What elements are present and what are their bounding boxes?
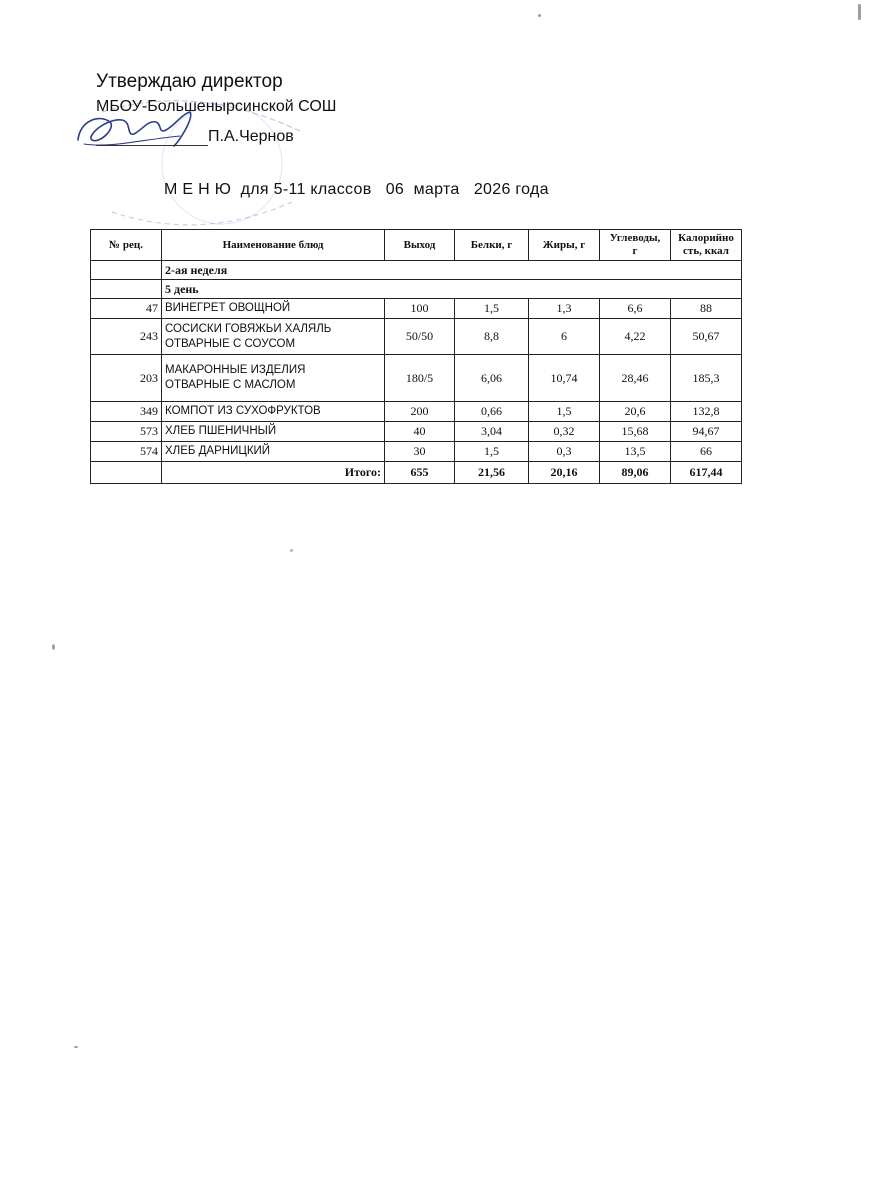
header-carbs [600,230,671,261]
signer-line [96,126,336,148]
dish-name-line1: МАКАРОННЫЕ ИЗДЕЛИЯ [165,364,306,376]
total-protein: 21,56 [455,462,529,484]
rec-number: 573 [91,422,162,442]
dish-name-line2: ОТВАРНЫЕ С МАСЛОМ [165,379,296,391]
total-kcal: 617,44 [671,462,742,484]
table-row [91,319,742,355]
signer-name: П.А.Чернов [208,128,294,145]
yield-cell: 180/5 [385,355,455,402]
kcal-cell: 185,3 [671,355,742,402]
kcal-cell: 94,67 [671,422,742,442]
school-name: МБОУ-Большенырсинской СОШ [96,98,337,115]
scan-speck [538,14,541,17]
week-row [91,261,742,280]
dish-name: ВИНЕГРЕТ ОВОЩНОЙ [162,299,385,319]
total-yield: 655 [385,462,455,484]
menu-title: М Е Н Ю для 5-11 классов 06 марта 2026 года [164,181,549,198]
table-row [91,355,742,402]
yield-cell: 50/50 [385,319,455,355]
carbs-cell: 15,68 [600,422,671,442]
day-row [91,280,742,299]
carbs-cell: 20,6 [600,402,671,422]
header-carbs-line1: Углеводы, [609,232,661,244]
day-label: 5 день [162,280,742,299]
yield-cell: 30 [385,442,455,462]
yield-cell: 40 [385,422,455,442]
kcal-cell: 132,8 [671,402,742,422]
total-carbs: 89,06 [600,462,671,484]
dish-name: ХЛЕБ ДАРНИЦКИЙ [162,442,385,462]
header-kcal-line2: сть, ккал [683,245,729,257]
kcal-cell: 66 [671,442,742,462]
carbs-cell: 13,5 [600,442,671,462]
dish-name-line2: ОТВАРНЫЕ С СОУСОМ [165,337,296,350]
dish-name: КОМПОТ ИЗ СУХОФРУКТОВ [162,402,385,422]
approval-block [96,70,336,148]
protein-cell: 6,06 [455,355,529,402]
table-row [91,299,742,319]
yield-cell: 200 [385,402,455,422]
total-empty [91,462,162,484]
signature-underline [96,145,208,146]
rec-number: 47 [91,299,162,319]
carbs-cell: 6,6 [600,299,671,319]
kcal-cell: 88 [671,299,742,319]
day-row-empty [91,280,162,299]
menu-table [90,229,742,484]
fat-cell: 0,3 [529,442,600,462]
week-label: 2-ая неделя [162,261,742,280]
table-header-row [91,230,742,261]
carbs-cell: 28,46 [600,355,671,402]
total-fat: 20,16 [529,462,600,484]
protein-cell: 8,8 [455,319,529,355]
protein-cell: 3,04 [455,422,529,442]
header-kcal [671,230,742,261]
scan-speck [74,1046,78,1048]
dish-name [162,319,385,355]
protein-cell: 1,5 [455,442,529,462]
table-row [91,442,742,462]
rec-number: 203 [91,355,162,402]
table-row [91,422,742,442]
fat-cell: 1,5 [529,402,600,422]
scan-speck [858,4,861,20]
rec-number: 349 [91,402,162,422]
header-carbs-line2: г [632,245,638,257]
carbs-cell: 4,22 [600,319,671,355]
table-row [91,402,742,422]
scan-speck [52,644,55,650]
header-protein: Белки, г [455,230,529,261]
header-fat: Жиры, г [529,230,600,261]
header-yield: Выход [385,230,455,261]
total-label: Итого: [162,462,385,484]
dish-name: ХЛЕБ ПШЕНИЧНЫЙ [162,422,385,442]
header-kcal-line1: Калорийно [678,232,734,244]
week-row-empty [91,261,162,280]
protein-cell: 1,5 [455,299,529,319]
fat-cell: 10,74 [529,355,600,402]
fat-cell: 1,3 [529,299,600,319]
kcal-cell: 50,67 [671,319,742,355]
scan-speck [290,549,293,552]
protein-cell: 0,66 [455,402,529,422]
dish-name-line1: СОСИСКИ ГОВЯЖЬИ ХАЛЯЛЬ [165,322,332,335]
dish-name [162,355,385,402]
header-dish: Наименование блюд [162,230,385,261]
total-row [91,462,742,484]
fat-cell: 6 [529,319,600,355]
approval-title: Утверждаю директор [96,71,283,92]
yield-cell: 100 [385,299,455,319]
fat-cell: 0,32 [529,422,600,442]
rec-number: 574 [91,442,162,462]
rec-number: 243 [91,319,162,355]
header-rec-no: № рец. [91,230,162,261]
